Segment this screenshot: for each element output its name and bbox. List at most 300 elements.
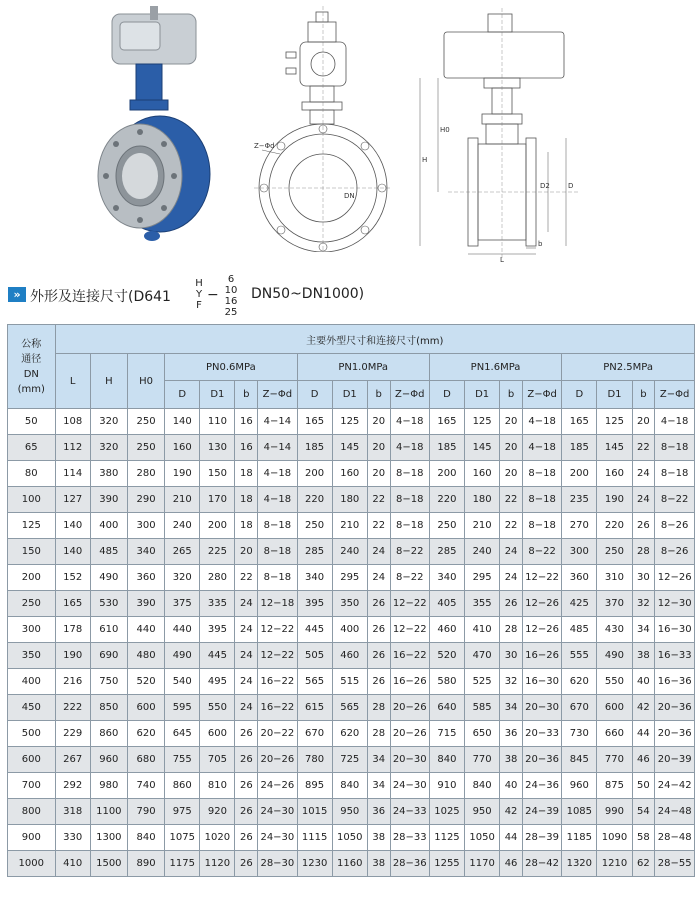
header-main-dimensions: 主要外型尺寸和连接尺寸(mm) xyxy=(55,325,694,354)
table-cell: 20−26 xyxy=(390,695,429,721)
table-cell: 125 xyxy=(465,409,500,435)
table-row xyxy=(8,591,695,617)
table-cell: 405 xyxy=(429,591,464,617)
table-cell: 170 xyxy=(200,487,235,513)
table-cell: 34 xyxy=(367,747,390,773)
table-cell: 125 xyxy=(332,409,367,435)
table-row xyxy=(8,435,695,461)
table-cell: 200 xyxy=(200,513,235,539)
table-cell: 20−36 xyxy=(655,695,695,721)
table-cell: 24 xyxy=(632,487,655,513)
table-cell: 810 xyxy=(200,773,235,799)
table-cell: 12−26 xyxy=(522,591,561,617)
table-cell: 30 xyxy=(632,565,655,591)
table-cell: 860 xyxy=(165,773,200,799)
table-cell: 18 xyxy=(235,487,258,513)
table-cell: 38 xyxy=(632,643,655,669)
table-cell: 555 xyxy=(562,643,597,669)
table-cell: 1000 xyxy=(8,851,56,877)
table-cell: 127 xyxy=(55,487,90,513)
table-cell: 26 xyxy=(235,721,258,747)
table-cell: 380 xyxy=(90,461,127,487)
table-cell: 20 xyxy=(500,409,523,435)
table-cell: 24 xyxy=(632,461,655,487)
table-cell: 620 xyxy=(562,669,597,695)
table-cell: 360 xyxy=(562,565,597,591)
table-cell: 340 xyxy=(297,565,332,591)
table-cell: 480 xyxy=(127,643,164,669)
table-cell: 8−18 xyxy=(390,513,429,539)
table-cell: 114 xyxy=(55,461,90,487)
table-cell: 12−26 xyxy=(522,617,561,643)
subheader-cell: D xyxy=(562,381,597,409)
table-cell: 425 xyxy=(562,591,597,617)
subheader-cell: D xyxy=(297,381,332,409)
table-cell: 740 xyxy=(127,773,164,799)
table-cell: 24−36 xyxy=(522,773,561,799)
table-cell: 8−22 xyxy=(390,565,429,591)
table-cell: 1320 xyxy=(562,851,597,877)
table-cell: 515 xyxy=(332,669,367,695)
table-cell: 12−22 xyxy=(258,617,297,643)
table-cell: 20−36 xyxy=(655,721,695,747)
section-marker-icon: » xyxy=(8,287,26,302)
table-cell: 300 xyxy=(562,539,597,565)
table-cell: 22 xyxy=(367,487,390,513)
subheader-cell: D1 xyxy=(465,381,500,409)
table-cell: 20 xyxy=(367,409,390,435)
table-cell: 16−22 xyxy=(390,643,429,669)
table-cell: 185 xyxy=(429,435,464,461)
table-cell: 8−18 xyxy=(522,487,561,513)
table-cell: 615 xyxy=(297,695,332,721)
table-cell: 50 xyxy=(632,773,655,799)
table-cell: 390 xyxy=(127,591,164,617)
table-cell: 26 xyxy=(235,799,258,825)
table-cell: 670 xyxy=(297,721,332,747)
table-cell: 285 xyxy=(429,539,464,565)
subheader-cell: D xyxy=(165,381,200,409)
table-cell: 1170 xyxy=(465,851,500,877)
table-row xyxy=(8,773,695,799)
table-cell: 550 xyxy=(597,669,632,695)
table-cell: 200 xyxy=(8,565,56,591)
table-cell: 8−18 xyxy=(390,487,429,513)
label-dn: DN xyxy=(344,192,355,200)
table-cell: 160 xyxy=(465,461,500,487)
table-cell: 340 xyxy=(127,539,164,565)
table-cell: 840 xyxy=(429,747,464,773)
table-cell: 330 xyxy=(55,825,90,851)
table-cell: 50 xyxy=(8,409,56,435)
table-cell: 470 xyxy=(465,643,500,669)
table-cell: 222 xyxy=(55,695,90,721)
table-cell: 8−18 xyxy=(655,435,695,461)
table-cell: 340 xyxy=(429,565,464,591)
subheader-cell: b xyxy=(500,381,523,409)
table-cell: 16−26 xyxy=(522,643,561,669)
table-row xyxy=(8,799,695,825)
table-cell: 440 xyxy=(127,617,164,643)
table-cell: 4−18 xyxy=(655,409,695,435)
table-cell: 229 xyxy=(55,721,90,747)
table-cell: 20−30 xyxy=(522,695,561,721)
table-cell: 318 xyxy=(55,799,90,825)
table-cell: 36 xyxy=(500,721,523,747)
table-cell: 150 xyxy=(8,539,56,565)
heading-suffix: DN50~DN1000) xyxy=(251,286,365,302)
table-cell: 680 xyxy=(127,747,164,773)
table-cell: 24 xyxy=(500,565,523,591)
section-heading xyxy=(8,274,508,318)
header-dn-line: (mm) xyxy=(17,383,45,395)
table-cell: 290 xyxy=(127,487,164,513)
header-dn-line: 通径 xyxy=(21,353,42,365)
table-cell: 145 xyxy=(597,435,632,461)
table-cell: 20 xyxy=(500,461,523,487)
table-cell: 645 xyxy=(165,721,200,747)
table-cell: 550 xyxy=(200,695,235,721)
table-cell: 28 xyxy=(367,695,390,721)
table-cell: 160 xyxy=(165,435,200,461)
table-cell: 20 xyxy=(500,435,523,461)
label-d2: D2 xyxy=(540,182,550,190)
table-cell: 1115 xyxy=(297,825,332,851)
table-cell: 130 xyxy=(200,435,235,461)
table-cell: 100 xyxy=(8,487,56,513)
table-cell: 80 xyxy=(8,461,56,487)
table-cell: 24−26 xyxy=(258,773,297,799)
table-cell: 12−22 xyxy=(390,591,429,617)
table-cell: 26 xyxy=(367,591,390,617)
table-cell: 178 xyxy=(55,617,90,643)
table-cell: 32 xyxy=(500,669,523,695)
heading-number: 10 xyxy=(224,285,238,296)
table-cell: 860 xyxy=(90,721,127,747)
table-cell: 110 xyxy=(200,409,235,435)
table-cell: 145 xyxy=(332,435,367,461)
table-cell: 210 xyxy=(465,513,500,539)
table-cell: 595 xyxy=(165,695,200,721)
table-cell: 370 xyxy=(597,591,632,617)
table-cell: 160 xyxy=(597,461,632,487)
table-cell: 200 xyxy=(297,461,332,487)
table-row xyxy=(8,721,695,747)
table-cell: 165 xyxy=(429,409,464,435)
table-cell: 22 xyxy=(500,487,523,513)
table-cell: 840 xyxy=(465,773,500,799)
table-cell: 24−30 xyxy=(258,825,297,851)
table-cell: 890 xyxy=(127,851,164,877)
table-cell: 150 xyxy=(200,461,235,487)
table-cell: 1175 xyxy=(165,851,200,877)
table-cell: 1090 xyxy=(597,825,632,851)
table-cell: 26 xyxy=(235,851,258,877)
table-cell: 220 xyxy=(429,487,464,513)
table-cell: 800 xyxy=(8,799,56,825)
table-cell: 40 xyxy=(632,669,655,695)
table-cell: 26 xyxy=(235,825,258,851)
table-cell: 108 xyxy=(55,409,90,435)
table-cell: 28 xyxy=(500,617,523,643)
table-cell: 4−18 xyxy=(522,435,561,461)
figure-area xyxy=(0,0,700,268)
table-cell: 26 xyxy=(235,773,258,799)
table-cell: 445 xyxy=(297,617,332,643)
table-cell: 28 xyxy=(367,721,390,747)
table-cell: 840 xyxy=(127,825,164,851)
label-h0: H0 xyxy=(440,126,450,134)
table-cell: 620 xyxy=(127,721,164,747)
table-row xyxy=(8,851,695,877)
table-cell: 20−33 xyxy=(522,721,561,747)
table-cell: 20−39 xyxy=(655,747,695,773)
table-cell: 12−22 xyxy=(522,565,561,591)
table-cell: 180 xyxy=(465,487,500,513)
table-cell: 1125 xyxy=(429,825,464,851)
table-cell: 250 xyxy=(8,591,56,617)
table-cell: 16−36 xyxy=(655,669,695,695)
table-cell: 485 xyxy=(90,539,127,565)
table-cell: 250 xyxy=(597,539,632,565)
header-pn06: PN0.6MPa xyxy=(165,354,297,381)
table-cell: 8−18 xyxy=(522,461,561,487)
table-cell: 140 xyxy=(165,409,200,435)
table-cell: 28−39 xyxy=(522,825,561,851)
table-cell: 40 xyxy=(500,773,523,799)
table-cell: 430 xyxy=(597,617,632,643)
table-cell: 600 xyxy=(200,721,235,747)
table-cell: 895 xyxy=(297,773,332,799)
table-cell: 445 xyxy=(200,643,235,669)
table-cell: 755 xyxy=(165,747,200,773)
table-cell: 600 xyxy=(127,695,164,721)
table-cell: 8−26 xyxy=(655,513,695,539)
table-cell: 320 xyxy=(165,565,200,591)
table-cell: 565 xyxy=(332,695,367,721)
table-cell: 310 xyxy=(597,565,632,591)
table-cell: 34 xyxy=(500,695,523,721)
table-cell: 845 xyxy=(562,747,597,773)
table-cell: 28−36 xyxy=(390,851,429,877)
table-cell: 790 xyxy=(127,799,164,825)
table-cell: 400 xyxy=(8,669,56,695)
table-cell: 1100 xyxy=(90,799,127,825)
header-l: L xyxy=(55,354,90,409)
table-cell: 770 xyxy=(465,747,500,773)
table-cell: 24 xyxy=(367,565,390,591)
table-cell: 32 xyxy=(632,591,655,617)
table-body xyxy=(8,409,695,877)
table-cell: 250 xyxy=(429,513,464,539)
table-cell: 24−42 xyxy=(655,773,695,799)
table-cell: 500 xyxy=(8,721,56,747)
table-cell: 267 xyxy=(55,747,90,773)
table-cell: 165 xyxy=(55,591,90,617)
table-cell: 960 xyxy=(562,773,597,799)
label-z-phi-d: Z−Φd xyxy=(254,142,275,150)
table-cell: 160 xyxy=(332,461,367,487)
table-cell: 670 xyxy=(562,695,597,721)
table-cell: 24 xyxy=(235,617,258,643)
label-b: b xyxy=(538,240,543,248)
subheader-cell: b xyxy=(235,381,258,409)
table-cell: 34 xyxy=(632,617,655,643)
table-cell: 335 xyxy=(200,591,235,617)
table-cell: 750 xyxy=(90,669,127,695)
label-h: H xyxy=(422,156,428,164)
table-cell: 16 xyxy=(235,409,258,435)
table-cell: 12−22 xyxy=(258,643,297,669)
table-cell: 1210 xyxy=(597,851,632,877)
table-cell: 1300 xyxy=(90,825,127,851)
table-cell: 1120 xyxy=(200,851,235,877)
table-cell: 152 xyxy=(55,565,90,591)
table-cell: 16−30 xyxy=(522,669,561,695)
label-d: D xyxy=(568,182,574,190)
table-cell: 440 xyxy=(165,617,200,643)
table-cell: 22 xyxy=(500,513,523,539)
table-cell: 24 xyxy=(235,695,258,721)
table-cell: 565 xyxy=(297,669,332,695)
heading-number-stack xyxy=(221,274,241,318)
subheader-cell: Z−Φd xyxy=(258,381,297,409)
table-cell: 1020 xyxy=(200,825,235,851)
table-cell: 18 xyxy=(235,513,258,539)
table-cell: 270 xyxy=(562,513,597,539)
table-cell: 12−22 xyxy=(390,617,429,643)
table-cell: 16−22 xyxy=(258,695,297,721)
table-cell: 1160 xyxy=(332,851,367,877)
table-cell: 240 xyxy=(332,539,367,565)
table-cell: 38 xyxy=(367,851,390,877)
table-cell: 145 xyxy=(465,435,500,461)
table-cell: 292 xyxy=(55,773,90,799)
table-row xyxy=(8,513,695,539)
table-cell: 44 xyxy=(500,825,523,851)
table-cell: 960 xyxy=(90,747,127,773)
table-row xyxy=(8,643,695,669)
table-row xyxy=(8,409,695,435)
table-cell: 16−33 xyxy=(655,643,695,669)
header-pn16: PN1.6MPa xyxy=(429,354,561,381)
table-cell: 1015 xyxy=(297,799,332,825)
heading-letter: F xyxy=(196,300,202,311)
table-cell: 600 xyxy=(597,695,632,721)
table-cell: 8−18 xyxy=(258,539,297,565)
table-cell: 28−30 xyxy=(258,851,297,877)
header-dn-line: DN xyxy=(23,368,39,380)
table-cell: 46 xyxy=(632,747,655,773)
table-cell: 395 xyxy=(297,591,332,617)
table-cell: 300 xyxy=(8,617,56,643)
table-cell: 140 xyxy=(55,539,90,565)
subheader-cell: Z−Φd xyxy=(390,381,429,409)
table-cell: 4−18 xyxy=(258,461,297,487)
subheader-cell: Z−Φd xyxy=(655,381,695,409)
table-row xyxy=(8,617,695,643)
table-cell: 690 xyxy=(90,643,127,669)
table-cell: 355 xyxy=(465,591,500,617)
table-cell: 460 xyxy=(332,643,367,669)
table-cell: 4−14 xyxy=(258,435,297,461)
table-cell: 8−18 xyxy=(655,461,695,487)
table-cell: 1050 xyxy=(465,825,500,851)
heading-letter: Y xyxy=(195,289,203,300)
table-cell: 12−30 xyxy=(655,591,695,617)
table-cell: 280 xyxy=(127,461,164,487)
subheader-cell: b xyxy=(367,381,390,409)
table-cell: 38 xyxy=(367,825,390,851)
table-cell: 16−26 xyxy=(390,669,429,695)
table-cell: 505 xyxy=(297,643,332,669)
table-cell: 770 xyxy=(597,747,632,773)
table-cell: 350 xyxy=(332,591,367,617)
table-cell: 4−18 xyxy=(522,409,561,435)
heading-number: 16 xyxy=(224,296,238,307)
table-cell: 250 xyxy=(127,409,164,435)
table-cell: 495 xyxy=(200,669,235,695)
table-cell: 4−18 xyxy=(390,435,429,461)
table-cell: 320 xyxy=(90,409,127,435)
table-cell: 400 xyxy=(90,513,127,539)
header-pn25: PN2.5MPa xyxy=(562,354,695,381)
table-cell: 220 xyxy=(297,487,332,513)
table-cell: 112 xyxy=(55,435,90,461)
table-cell: 16−30 xyxy=(655,617,695,643)
side-view-drawing xyxy=(408,2,594,264)
table-cell: 20−36 xyxy=(522,747,561,773)
table-cell: 450 xyxy=(8,695,56,721)
table-cell: 1500 xyxy=(90,851,127,877)
table-cell: 4−18 xyxy=(258,487,297,513)
table-cell: 240 xyxy=(165,513,200,539)
table-cell: 390 xyxy=(90,487,127,513)
table-cell: 42 xyxy=(632,695,655,721)
table-cell: 190 xyxy=(165,461,200,487)
table-cell: 8−22 xyxy=(522,539,561,565)
table-cell: 8−18 xyxy=(522,513,561,539)
table-cell: 490 xyxy=(90,565,127,591)
header-h: H xyxy=(90,354,127,409)
table-cell: 190 xyxy=(55,643,90,669)
table-cell: 210 xyxy=(165,487,200,513)
table-cell: 620 xyxy=(332,721,367,747)
table-cell: 610 xyxy=(90,617,127,643)
table-cell: 20−26 xyxy=(390,721,429,747)
table-cell: 24 xyxy=(235,591,258,617)
table-cell: 700 xyxy=(8,773,56,799)
header-dn-line: 公称 xyxy=(21,338,42,350)
heading-dash: − xyxy=(207,287,219,303)
table-cell: 8−18 xyxy=(258,565,297,591)
table-cell: 28−33 xyxy=(390,825,429,851)
table-cell: 26 xyxy=(235,747,258,773)
table-cell: 350 xyxy=(8,643,56,669)
table-cell: 28−42 xyxy=(522,851,561,877)
table-cell: 265 xyxy=(165,539,200,565)
table-cell: 12−26 xyxy=(655,565,695,591)
table-cell: 65 xyxy=(8,435,56,461)
table-cell: 38 xyxy=(500,747,523,773)
table-cell: 62 xyxy=(632,851,655,877)
table-cell: 580 xyxy=(429,669,464,695)
table-cell: 875 xyxy=(597,773,632,799)
table-cell: 24 xyxy=(235,643,258,669)
subheader-cell: D1 xyxy=(597,381,632,409)
table-cell: 295 xyxy=(332,565,367,591)
table-cell: 990 xyxy=(597,799,632,825)
